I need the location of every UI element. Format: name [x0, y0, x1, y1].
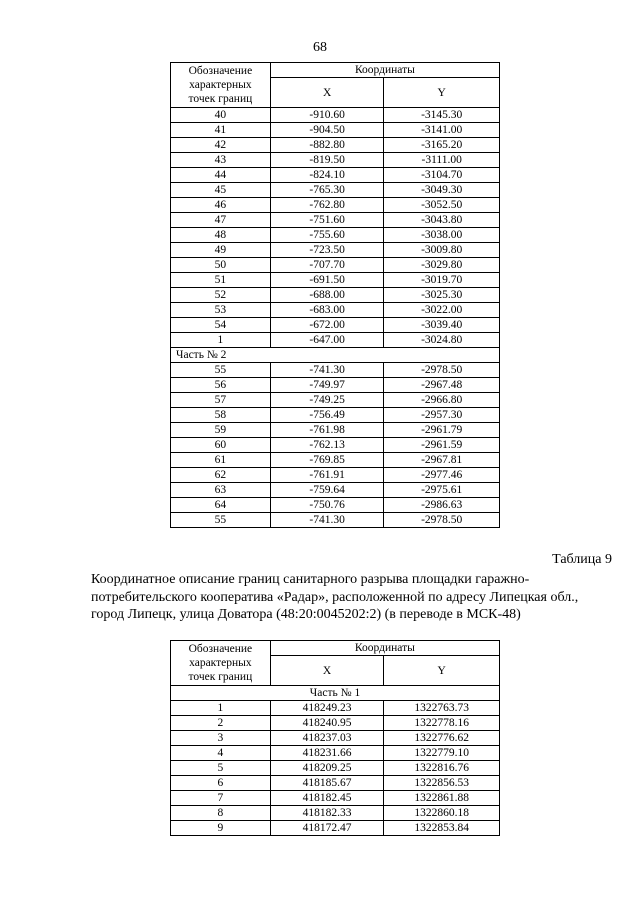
point-number-cell: 63 [171, 483, 271, 498]
y-coordinate-cell: -3029.80 [384, 258, 500, 273]
y-coordinate-cell: -3039.40 [384, 318, 500, 333]
x-coordinate-cell: -755.60 [270, 228, 384, 243]
table-row [171, 183, 500, 198]
point-number-cell: 42 [171, 138, 271, 153]
caption-line: потребительского кооператива «Радар», расположенной по адресу Липецкая обл., [91, 589, 579, 605]
header-name-line-2: характерных [189, 657, 252, 669]
table-row [171, 701, 500, 716]
point-number-cell: 8 [171, 806, 271, 821]
x-coordinate-cell: -741.30 [270, 513, 384, 528]
point-number-cell: 59 [171, 423, 271, 438]
x-coordinate-cell: -683.00 [270, 303, 384, 318]
x-coordinate-cell: 418231.66 [270, 746, 384, 761]
y-coordinate-cell: -3024.80 [384, 333, 500, 348]
y-coordinate-cell: -3019.70 [384, 273, 500, 288]
x-coordinate-cell: 418237.03 [270, 731, 384, 746]
point-number-cell: 4 [171, 746, 271, 761]
header-name-line-1: Обозначение [188, 65, 253, 77]
x-coordinate-cell: -691.50 [270, 273, 384, 288]
x-coordinate-cell: 418240.95 [270, 716, 384, 731]
table-row [171, 288, 500, 303]
x-coordinate-cell: 418209.25 [270, 761, 384, 776]
x-coordinate-cell: -647.00 [270, 333, 384, 348]
point-number-cell: 44 [171, 168, 271, 183]
point-number-cell: 64 [171, 498, 271, 513]
x-coordinate-cell: -723.50 [270, 243, 384, 258]
point-number-cell: 48 [171, 228, 271, 243]
y-coordinate-cell: -2967.81 [384, 453, 500, 468]
table-row [171, 821, 500, 836]
table-row [171, 746, 500, 761]
x-coordinate-cell: -824.10 [270, 168, 384, 183]
table-row [171, 258, 500, 273]
x-coordinate-cell: 418182.45 [270, 791, 384, 806]
y-coordinate-cell: -2961.59 [384, 438, 500, 453]
y-coordinate-cell: -2966.80 [384, 393, 500, 408]
y-coordinate-cell: -3111.00 [384, 153, 500, 168]
x-coordinate-cell: -749.97 [270, 378, 384, 393]
table-header-row [171, 63, 500, 78]
y-coordinate-cell: -2978.50 [384, 363, 500, 378]
y-coordinate-cell: -3025.30 [384, 288, 500, 303]
y-coordinate-cell: 1322778.16 [384, 716, 500, 731]
y-coordinate-cell: -3104.70 [384, 168, 500, 183]
table-header-row [171, 641, 500, 656]
table-row [171, 168, 500, 183]
header-x: X [270, 656, 384, 686]
caption-line: город Липецк, улица Доватора (48:20:0045202:2) (в переводе в МСК-48) [91, 607, 521, 622]
header-point-designation [171, 641, 271, 686]
x-coordinate-cell: 418182.33 [270, 806, 384, 821]
x-coordinate-cell: -904.50 [270, 123, 384, 138]
page-number: 68 [313, 40, 327, 55]
table-row [171, 138, 500, 153]
y-coordinate-cell: -3141.00 [384, 123, 500, 138]
point-number-cell: 55 [171, 513, 271, 528]
table-row [171, 243, 500, 258]
table1-body [171, 63, 500, 528]
x-coordinate-cell: -769.85 [270, 453, 384, 468]
point-number-cell: 46 [171, 198, 271, 213]
x-coordinate-cell: -765.30 [270, 183, 384, 198]
table-row [171, 731, 500, 746]
coordinates-table-part2 [170, 62, 500, 528]
table-row [171, 438, 500, 453]
point-number-cell: 55 [171, 363, 271, 378]
point-number-cell: 6 [171, 776, 271, 791]
table-row [171, 806, 500, 821]
point-number-cell: 41 [171, 123, 271, 138]
y-coordinate-cell: -2957.30 [384, 408, 500, 423]
table-row [171, 378, 500, 393]
x-coordinate-cell: -751.60 [270, 213, 384, 228]
y-coordinate-cell: -2975.61 [384, 483, 500, 498]
y-coordinate-cell: -3009.80 [384, 243, 500, 258]
table-row [171, 498, 500, 513]
table-row [171, 153, 500, 168]
point-number-cell: 45 [171, 183, 271, 198]
point-number-cell: 47 [171, 213, 271, 228]
y-coordinate-cell: 1322776.62 [384, 731, 500, 746]
table-row [171, 363, 500, 378]
table-row [171, 408, 500, 423]
header-y: Y [384, 78, 500, 108]
table2-body [171, 641, 500, 836]
point-number-cell: 49 [171, 243, 271, 258]
table-row [171, 198, 500, 213]
table-row [171, 123, 500, 138]
y-coordinate-cell: -3052.50 [384, 198, 500, 213]
y-coordinate-cell: -3043.80 [384, 213, 500, 228]
x-coordinate-cell: -750.76 [270, 498, 384, 513]
y-coordinate-cell: -3165.20 [384, 138, 500, 153]
y-coordinate-cell: -3049.30 [384, 183, 500, 198]
x-coordinate-cell: -759.64 [270, 483, 384, 498]
header-y: Y [384, 656, 500, 686]
table-row [171, 761, 500, 776]
y-coordinate-cell: -3022.00 [384, 303, 500, 318]
point-number-cell: 56 [171, 378, 271, 393]
x-coordinate-cell: -672.00 [270, 318, 384, 333]
table-row [171, 776, 500, 791]
point-number-cell: 57 [171, 393, 271, 408]
y-coordinate-cell: 1322763.73 [384, 701, 500, 716]
table-row [171, 453, 500, 468]
y-coordinate-cell: -2978.50 [384, 513, 500, 528]
x-coordinate-cell: -882.80 [270, 138, 384, 153]
header-name-line-1: Обозначение [188, 643, 253, 655]
x-coordinate-cell: 418249.23 [270, 701, 384, 716]
header-x: X [270, 78, 384, 108]
y-coordinate-cell: -2986.63 [384, 498, 500, 513]
table-number-label: Таблица 9 [552, 552, 612, 567]
table-row [171, 513, 500, 528]
x-coordinate-cell: 418172.47 [270, 821, 384, 836]
x-coordinate-cell: -910.60 [270, 108, 384, 123]
part-label: Часть № 1 [171, 686, 500, 701]
point-number-cell: 40 [171, 108, 271, 123]
x-coordinate-cell: -819.50 [270, 153, 384, 168]
part-label-row [171, 686, 500, 701]
table-row [171, 303, 500, 318]
x-coordinate-cell: -749.25 [270, 393, 384, 408]
caption-line: Координатное описание границ санитарного разрыва площадки гаражно- [91, 572, 530, 587]
table-row [171, 228, 500, 243]
table-row [171, 716, 500, 731]
table-row [171, 213, 500, 228]
x-coordinate-cell: -761.98 [270, 423, 384, 438]
coordinates-table-9 [170, 640, 500, 836]
point-number-cell: 58 [171, 408, 271, 423]
point-number-cell: 2 [171, 716, 271, 731]
header-name-line-3: точек границ [188, 93, 253, 105]
table-row [171, 483, 500, 498]
part-label-row [171, 348, 500, 363]
header-coordinates: Координаты [270, 641, 499, 656]
point-number-cell: 62 [171, 468, 271, 483]
x-coordinate-cell: -762.80 [270, 198, 384, 213]
y-coordinate-cell: -3038.00 [384, 228, 500, 243]
y-coordinate-cell: 1322861.88 [384, 791, 500, 806]
point-number-cell: 5 [171, 761, 271, 776]
y-coordinate-cell: -3145.30 [384, 108, 500, 123]
point-number-cell: 50 [171, 258, 271, 273]
y-coordinate-cell: 1322816.76 [384, 761, 500, 776]
y-coordinate-cell: 1322853.84 [384, 821, 500, 836]
header-coordinates: Координаты [270, 63, 499, 78]
y-coordinate-cell: 1322779.10 [384, 746, 500, 761]
y-coordinate-cell: -2961.79 [384, 423, 500, 438]
x-coordinate-cell: -761.91 [270, 468, 384, 483]
part-label: Часть № 2 [171, 348, 500, 363]
point-number-cell: 53 [171, 303, 271, 318]
table-row [171, 108, 500, 123]
point-number-cell: 9 [171, 821, 271, 836]
point-number-cell: 1 [171, 333, 271, 348]
point-number-cell: 52 [171, 288, 271, 303]
header-name-line-3: точек границ [188, 671, 253, 683]
table-row [171, 468, 500, 483]
x-coordinate-cell: -741.30 [270, 363, 384, 378]
y-coordinate-cell: -2967.48 [384, 378, 500, 393]
x-coordinate-cell: 418185.67 [270, 776, 384, 791]
table-row [171, 393, 500, 408]
table-row [171, 423, 500, 438]
point-number-cell: 60 [171, 438, 271, 453]
y-coordinate-cell: 1322856.53 [384, 776, 500, 791]
header-point-designation [171, 63, 271, 108]
y-coordinate-cell: -2977.46 [384, 468, 500, 483]
point-number-cell: 51 [171, 273, 271, 288]
table-row [171, 273, 500, 288]
x-coordinate-cell: -756.49 [270, 408, 384, 423]
y-coordinate-cell: 1322860.18 [384, 806, 500, 821]
x-coordinate-cell: -762.13 [270, 438, 384, 453]
point-number-cell: 54 [171, 318, 271, 333]
x-coordinate-cell: -707.70 [270, 258, 384, 273]
table-caption [91, 571, 611, 624]
header-name-line-2: характерных [189, 79, 252, 91]
point-number-cell: 1 [171, 701, 271, 716]
point-number-cell: 61 [171, 453, 271, 468]
table-row [171, 333, 500, 348]
point-number-cell: 3 [171, 731, 271, 746]
point-number-cell: 7 [171, 791, 271, 806]
table-row [171, 791, 500, 806]
table-row [171, 318, 500, 333]
point-number-cell: 43 [171, 153, 271, 168]
x-coordinate-cell: -688.00 [270, 288, 384, 303]
